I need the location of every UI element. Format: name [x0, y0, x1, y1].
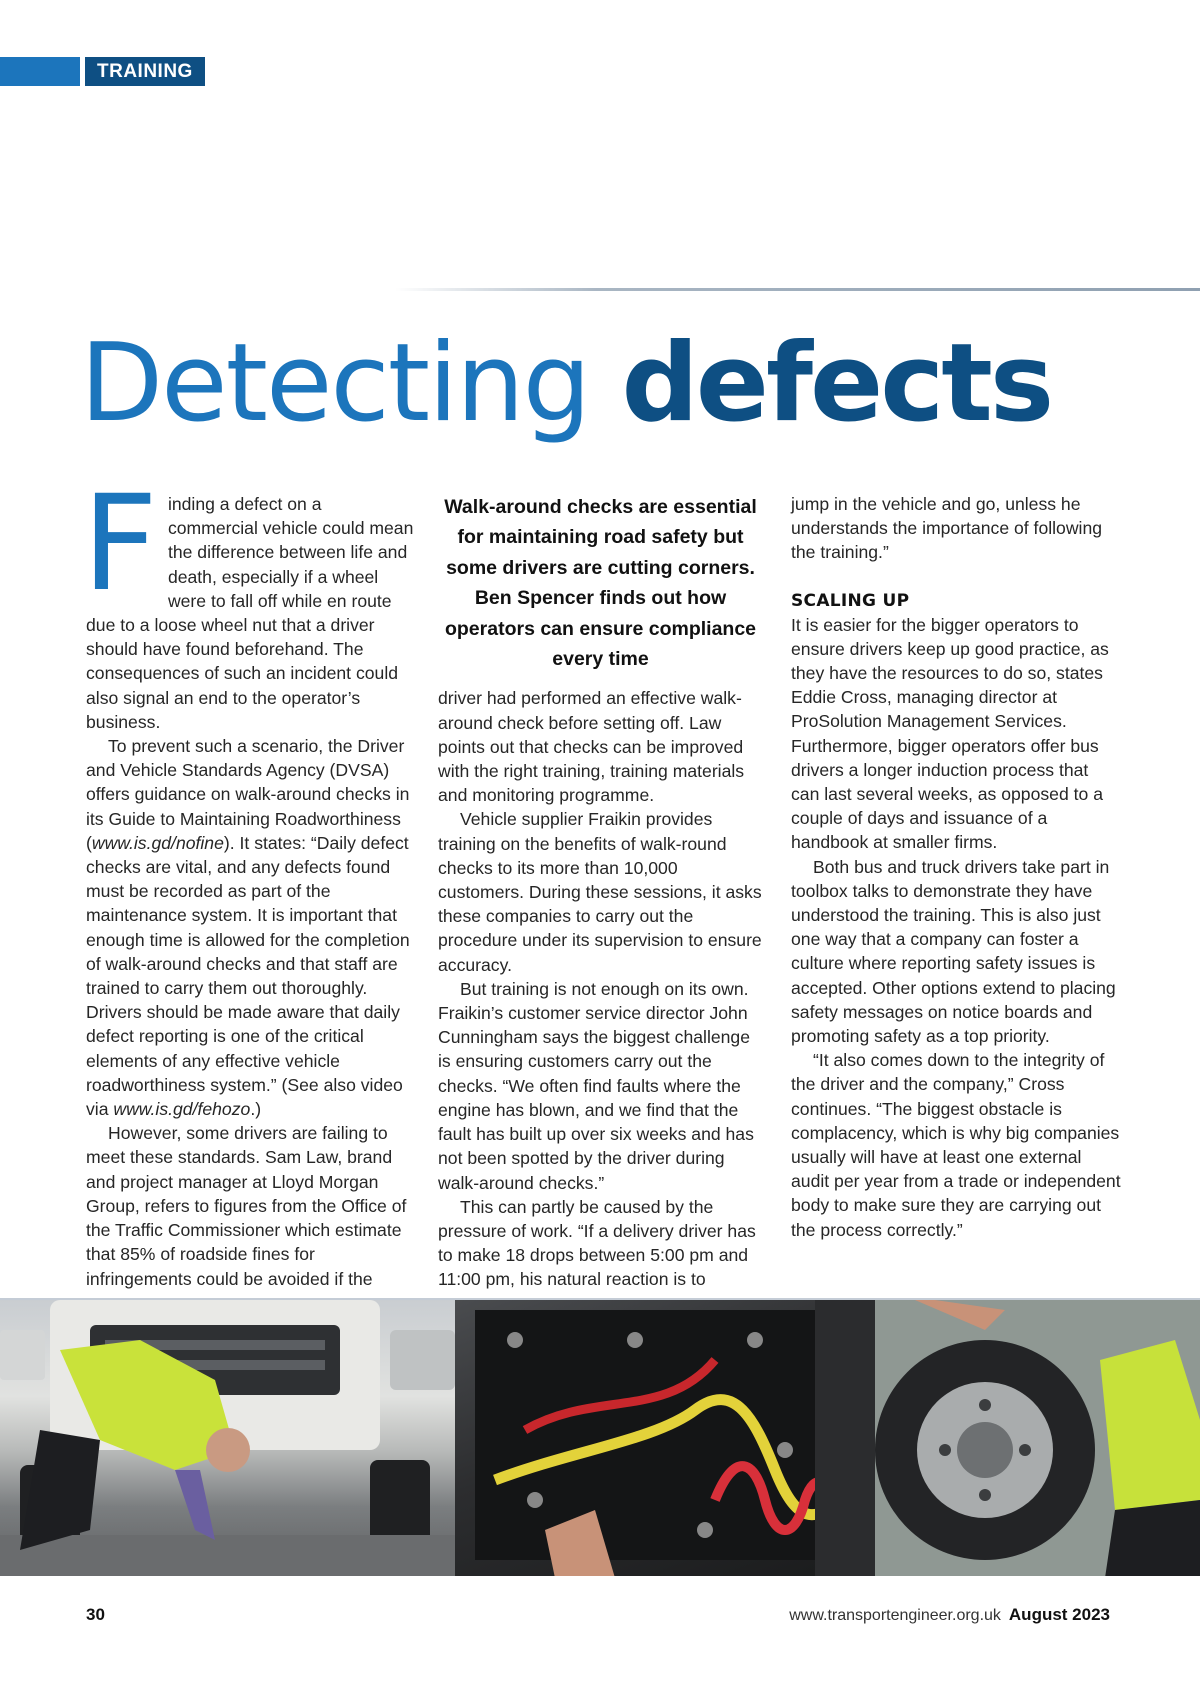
header-rule — [395, 288, 1200, 291]
col3-paragraph-2: It is easier for the bigger operators to ensure drivers keep up good practice, as they have the resources to do so, states Eddie Cross, managing director at ProSolution Management Services. Furthermore, bigger operators offer bus drivers a longer induction process that can last several weeks, as opposed to a couple of days and issuance of a handbook at smaller firms. — [791, 614, 1109, 853]
subhead-scaling-up: SCALING UP — [791, 590, 910, 611]
wheel-photo-illustration — [875, 1300, 1200, 1576]
coupling-photo-illustration — [455, 1300, 875, 1576]
footer-date: August 2023 — [1008, 1605, 1110, 1624]
headline-light: Detecting — [80, 321, 622, 446]
col1-paragraph-1: inding a defect on a commercial vehicle could mean the difference between life and death, especially if a wheel were to fall off while en route due to a loose wheel nut that a driver should have found beforehand. The consequences of such an incident could also signal an end to the operator’s business. — [86, 494, 414, 732]
photo-air-brake-couplings — [455, 1300, 875, 1576]
col2-paragraph-2: Vehicle supplier Fraikin provides training on the benefits of walk-round checks to its more than 10,000 customers. During these sessions, it asks these companies to carry out the procedure under its supervision to ensure accuracy. — [438, 809, 762, 975]
headline-bold: defects — [621, 321, 1052, 446]
col3-paragraph-3: Both bus and truck drivers take part in toolbox talks to demonstrate they have understood the training. This is also just one way that a company can foster a culture where reporting safety issues is accepted. Other options extend to placing safety messages on notice boards and promoting safety as a top priority. — [791, 856, 1116, 1047]
photo-strip — [0, 1298, 1200, 1576]
standfirst: Walk-around checks are essential for maintaining road safety but some drivers are cutting corners. Ben Spencer finds out how operators can ensure compliance every time — [444, 496, 757, 671]
col1-p2-text-b: ). It states: “Daily defect checks are vital, and any defects found must be recorded as part of the maintenance system. It is important that enough time is allowed for the completion of walk-around checks and that staff are trained to carry them out thoroughly. Drivers should be made aware that daily defect reporting is one of the critical elements of any effective vehicle roadworthiness system.” (See also video via — [86, 832, 410, 1120]
col1-paragraph-3: However, some drivers are failing to meet these standards. Sam Law, brand and project manager at Lloyd Morgan Group, refers to figures from the Office of the Traffic Commissioner which estimate that 85% of roadside fines for infringements could be avoided if the — [86, 1123, 407, 1289]
column-3 — [791, 492, 1121, 1242]
col2-paragraph-3: But training is not enough on its own. Fraikin’s customer service director John Cunningham says the biggest challenge is ensuring customers carry out the checks. “We often find faults where the engine has blown, and we find that the fault has built up over six weeks and has not been spotted by the driver during walk-around checks.” — [438, 978, 754, 1193]
col2-paragraph-1: driver had performed an effective walk-around check before setting off. Law points out that checks can be improved with the right training, training materials and monitoring programme. — [438, 688, 745, 806]
col2-paragraph-4: This can partly be caused by the pressure of work. “If a delivery driver has to make 18 drops between 5:00 pm and 11:00 pm, his natural reaction is to — [438, 1196, 756, 1290]
col1-paragraph-2 — [86, 734, 416, 1121]
photo-driver-checking-wheel — [875, 1300, 1200, 1576]
col1-p2-text-a: To prevent such a scenario, the Driver and Vehicle Standards Agency (DVSA) offers guidance on walk-around checks in its Guide to Maintaining Roadworthiness ( — [86, 736, 410, 853]
drop-cap: F — [82, 467, 158, 621]
footer-meta — [789, 1605, 1110, 1625]
section-accent-bar — [0, 57, 80, 86]
column-1 — [82, 467, 416, 1291]
photo-driver-checking-under-van — [0, 1300, 455, 1576]
column-2 — [438, 492, 763, 1292]
van-photo-illustration — [0, 1300, 455, 1576]
nofine-link[interactable]: www.is.gd/nofine — [91, 832, 224, 853]
page-number: 30 — [86, 1605, 105, 1624]
fehozo-link[interactable]: www.is.gd/fehozo — [113, 1099, 251, 1120]
headline — [80, 321, 1052, 446]
footer-url[interactable]: www.transportengineer.org.uk — [789, 1607, 1001, 1624]
col3-paragraph-1: jump in the vehicle and go, unless he understands the importance of following the training.” — [791, 494, 1103, 563]
col3-paragraph-4: “It also comes down to the integrity of the driver and the company,” Cross continues. “The biggest obstacle is complacency, which is why big companies usually will have at least one external audit per year from a trade or independent body to make sure they are carrying out the process correctly.” — [791, 1050, 1121, 1240]
col1-p2-text-c: .) — [250, 1099, 262, 1120]
section-tag: TRAINING — [85, 57, 205, 86]
